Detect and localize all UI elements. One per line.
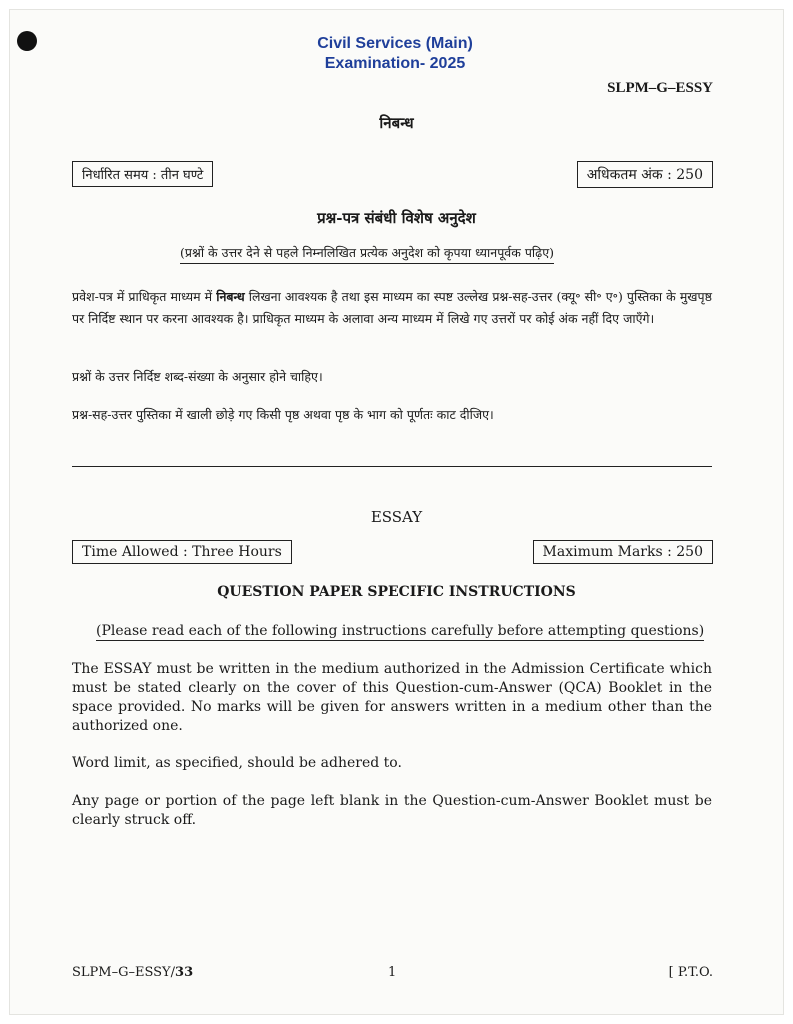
footer-code-suffix: 33 <box>175 965 194 980</box>
pto-label: [ P.T.O. <box>668 965 713 980</box>
english-instruction-2: Word limit, as specified, should be adhered to. <box>72 755 402 771</box>
english-instruction-3: Any page or portion of the page left blank in the Question-cum-Answer Booklet must be clearly struck off. <box>72 793 712 828</box>
english-instructions-heading: QUESTION PAPER SPECIFIC INSTRUCTIONS <box>217 584 576 600</box>
english-max-marks: Maximum Marks : 250 <box>533 540 713 564</box>
hindi-max-marks: अधिकतम अंक : 250 <box>577 161 713 188</box>
hindi-instruction-1-end: लिखना आवश्यक है तथा इस माध्यम का स्पष्ट उल्लेख प्रश्न-सह-उत्तर (क्यू॰ सी॰ ए॰) पुस्तिका के मुखपृष्ठ पर निर्दिष्ट स्थान पर करना आवश्यक है। प्राधिकृत माध्यम के अलावा अन्य माध्यम में लिखे गए उत्तरों पर कोई अंक नहीं दिए जाएँगे। <box>72 289 712 326</box>
hindi-instruction-3: प्रश्न-सह-उत्तर पुस्तिका में खाली छोड़े गए किसी पृष्ठ अथवा पृष्ठ के भाग को पूर्णतः काट दीजिए। <box>72 407 494 422</box>
hindi-instruction-1-bold: निबन्ध <box>216 289 245 304</box>
section-divider <box>72 466 712 467</box>
hindi-time-allowed: निर्धारित समय : तीन घण्टे <box>72 161 213 187</box>
english-instructions-subheading: (Please read each of the following instructions carefully before attempting questions) <box>96 623 705 639</box>
hindi-instruction-2: प्रश्नों के उत्तर निर्दिष्ट शब्द-संख्या के अनुसार होने चाहिए। <box>72 369 323 384</box>
page-number: 1 <box>388 965 397 980</box>
hindi-title: निबन्ध <box>379 114 414 132</box>
stamp-line-2: Examination- 2025 <box>324 55 466 72</box>
english-time-allowed: Time Allowed : Three Hours <box>72 540 292 564</box>
hindi-instruction-1-start: प्रवेश-पत्र में प्राधिकृत माध्यम में <box>72 289 217 304</box>
english-title: ESSAY <box>370 508 423 526</box>
english-instruction-1: The ESSAY must be written in the medium authorized in the Admission Certificate which must be stated clearly on the cover of this Question-cum-Answer (QCA) Booklet in the space provided. No marks will be given for answers written in a medium other than the authorized one. <box>72 661 712 734</box>
paper-code: SLPM–G–ESSY <box>607 80 713 96</box>
footer-paper-code <box>72 965 193 980</box>
hindi-instructions-heading: प्रश्न-पत्र संबंधी विशेष अनुदेश <box>317 209 476 227</box>
hindi-instruction-1 <box>72 286 712 330</box>
hindi-instructions-subheading: (प्रश्नों के उत्तर देने से पहले निम्नलिखित प्रत्येक अनुदेश को कृपया ध्यानपूर्वक पढ़िए) <box>180 244 554 264</box>
footer-code-prefix: SLPM–G–ESSY/ <box>72 965 176 980</box>
exam-stamp <box>300 34 490 74</box>
stamp-line-1: Civil Services (Main) <box>317 35 473 52</box>
punch-hole-icon <box>17 31 37 51</box>
